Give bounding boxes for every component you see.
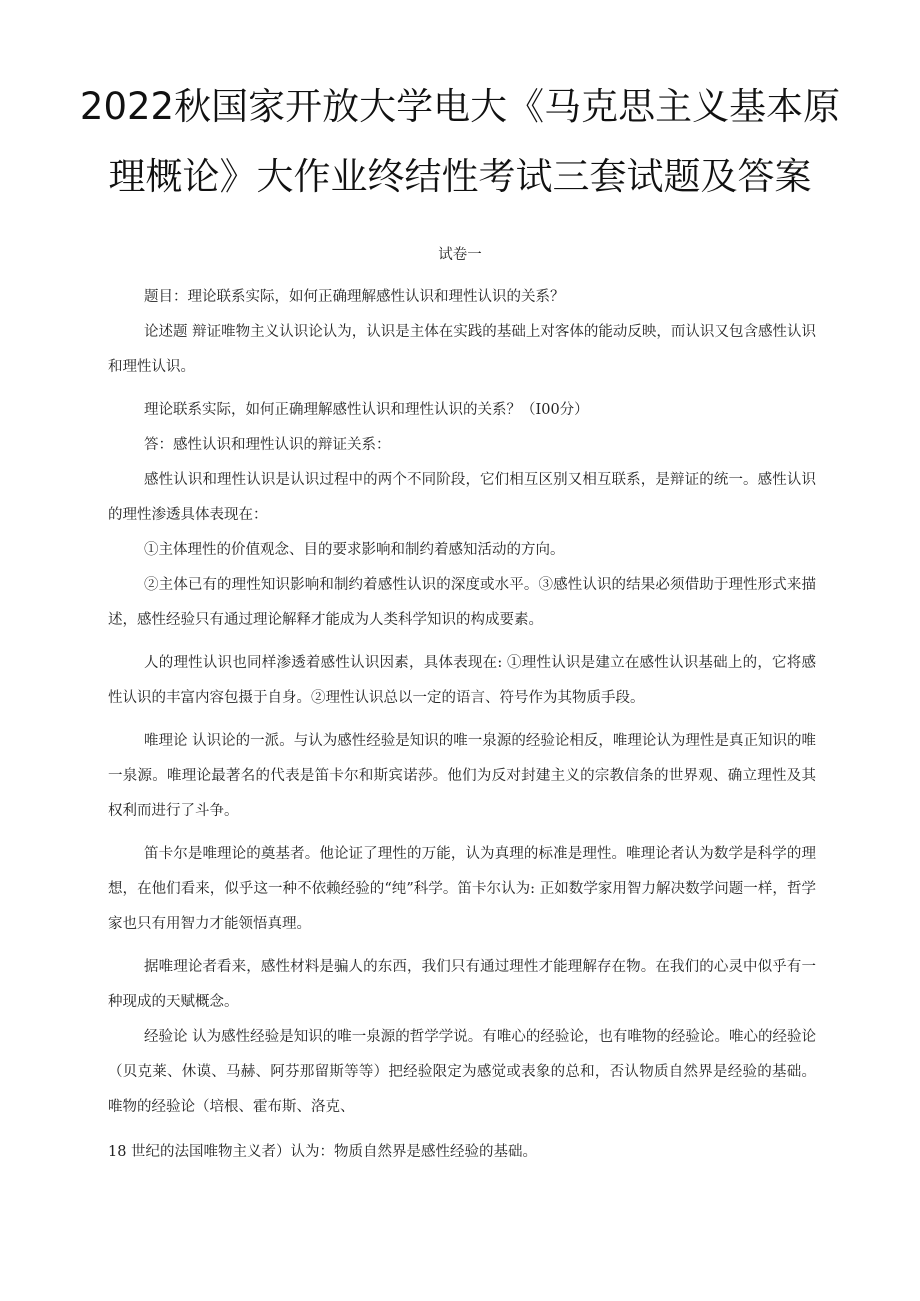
body-paragraph: 据唯理论者看来，感性材料是骗人的东西，我们只有通过理性才能理解存在物。在我们的心灵中似乎有一种现成的天赋概念。 [108, 959, 816, 1010]
body-paragraph: ②主体已有的理性知识影响和制约着感性认识的深度或水平。③感性认识的结果必须借助于理性形式来描述，感性经验只有通过理论解释才能成为人类科学知识的构成要素。 [108, 577, 816, 628]
section-label: 试卷一 [438, 247, 482, 263]
answer-heading: 答：感性认识和理性认识的辩证关系： [144, 437, 391, 453]
body-paragraph: 笛卡尔是唯理论的奠基者。他论证了理性的万能，认为真理的标准是理性。唯理论者认为数学是科学的理想，在他们看来，似乎这一种不依赖经验的“纯”科学。笛卡尔认为: 正如数学家用智力解决数学问题一样，哲学家也只有用智力才能领悟真理。 [108, 846, 816, 932]
essay-prompt: 论述题 辩证唯物主义认识论认为，认识是主体在实践的基础上对客体的能动反映，而认识又包含感性认识和理性认识。 [108, 324, 816, 375]
body-paragraph: 感性认识和理性认识是认识过程中的两个不同阶段，它们相互区别又相互联系，是辩证的统一。感性认识的理性渗透具体表现在： [108, 472, 816, 523]
document-title-line-2: 理概论》大作业终结性考试三套试题及答案 [108, 155, 812, 198]
question-topic: 题目：理论联系实际，如何正确理解感性认识和理性认识的关系？ [144, 289, 565, 305]
body-paragraph: ①主体理性的价值观念、目的要求影响和制约着感知活动的方向。 [144, 542, 565, 558]
document-body [108, 280, 816, 1170]
body-paragraph: 人的理性认识也同样渗透着感性认识因素，具体表现在: ①理性认识是建立在感性认识基础上的，它将感性认识的丰富内容包摄于自身。②理性认识总以一定的语言、符号作为其物质手段。 [108, 655, 816, 706]
document-title-line-1: 2022秋国家开放大学电大《马克思主义基本原 [79, 85, 841, 128]
question-restated: 理论联系实际，如何正确理解感性认识和理性认识的关系？（I00分） [144, 402, 589, 418]
body-paragraph: 唯理论 认识论的一派。与认为感性经验是知识的唯一泉源的经验论相反，唯理论认为理性是真正知识的唯一泉源。唯理论最著名的代表是笛卡尔和斯宾诺莎。他们为反对封建主义的宗教信条的世界观、确立理性及其权利而进行了斗争。 [108, 733, 816, 819]
body-paragraph: 18 世纪的法国唯物主义者）认为：物质自然界是感性经验的基础。 [108, 1144, 538, 1160]
body-paragraph: 经验论 认为感性经验是知识的唯一泉源的哲学学说。有唯心的经验论，也有唯物的经验论。唯心的经验论（贝克莱、休谟、马赫、阿芬那留斯等等）把经验限定为感觉或表象的总和，否认物质自然界是经验的基础。唯物的经验论（培根、霍布斯、洛克、 [108, 1029, 816, 1115]
